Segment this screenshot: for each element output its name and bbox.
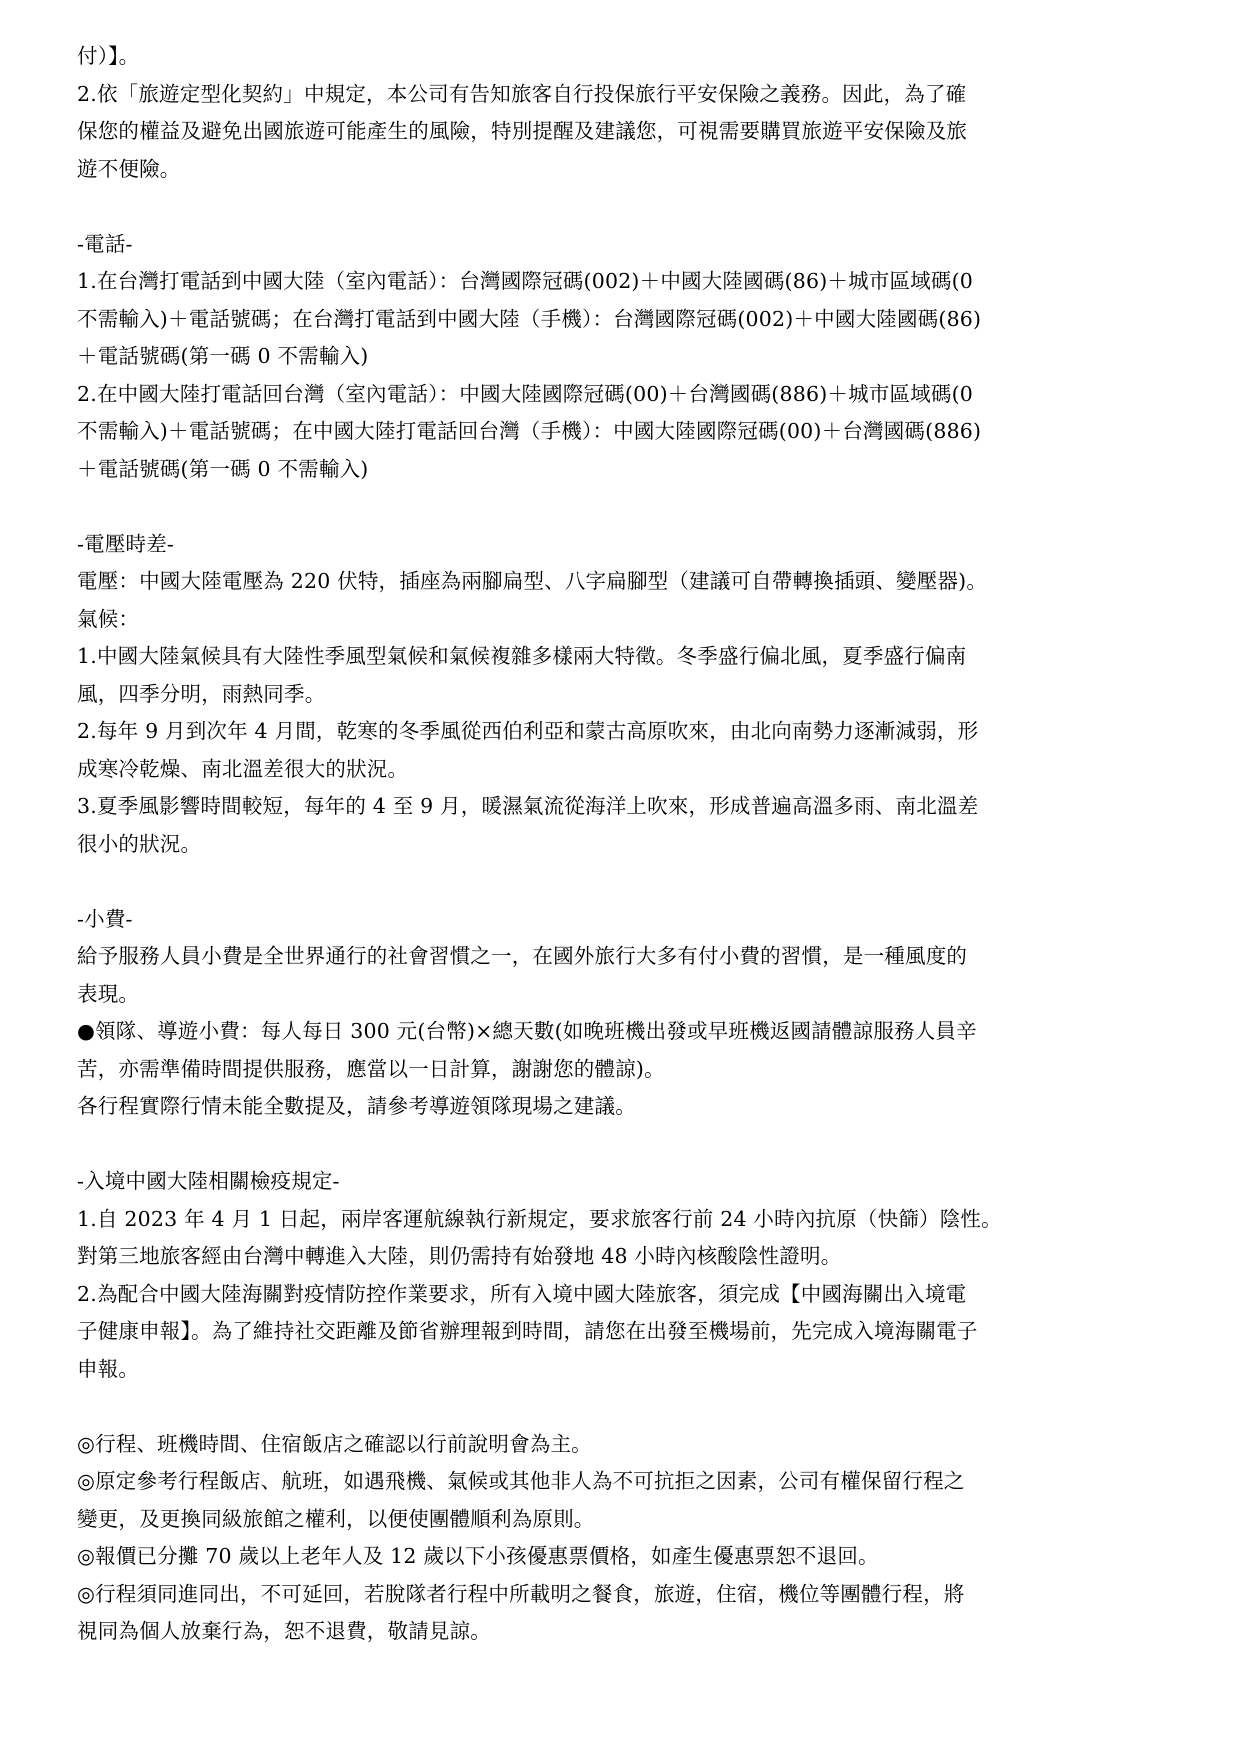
section-heading-phone: -電話- xyxy=(77,231,133,256)
quarantine-item-2-line-1: 2.為配合中國大陸海關對疫情防控作業要求，所有入境中國大陸旅客，須完成【中國海關出入境電 xyxy=(77,1281,967,1306)
insurance-note-line-3: 遊不便險。 xyxy=(77,156,181,181)
phone-item-1-line-1: 1.在台灣打電話到中國大陸（室內電話）：台灣國際冠碼(002)＋中國大陸國碼(86)＋城市區域碼(0 xyxy=(77,269,974,293)
notice-4-line-1: ◎行程須同進同出，不可延回，若脫隊者行程中所載明之餐食，旅遊，住宿，機位等團體行程，將 xyxy=(77,1581,965,1606)
section-heading-voltage: -電壓時差- xyxy=(77,531,175,556)
notice-1-line: ◎行程、班機時間、住宿飯店之確認以行前說明會為主。 xyxy=(77,1431,592,1456)
tips-guide-line-2: 苦，亦需準備時間提供服務，應當以一日計算，謝謝您的體諒)。 xyxy=(77,1056,665,1081)
quarantine-item-1-line-1: 1.自 2023 年 4 月 1 日起，兩岸客運航線執行新規定，要求旅客行前 24 小時內抗原（快篩）陰性。 xyxy=(77,1206,1002,1231)
insurance-note-line-2: 保您的權益及避免出國旅遊可能產生的風險，特別提醒及建議您，可視需要購買旅遊平安保險及旅 xyxy=(77,119,968,143)
notice-2-line-2: 變更，及更換同級旅館之權利，以便使團體順利為原則。 xyxy=(77,1506,595,1531)
section-spacer xyxy=(77,488,1171,526)
climate-item-3-line-2: 很小的狀況。 xyxy=(77,831,202,856)
section-heading-quarantine: -入境中國大陸相關檢疫規定- xyxy=(77,1169,340,1193)
phone-item-1-line-3: ＋電話號碼(第一碼 0 不需輸入) xyxy=(77,344,369,368)
quarantine-item-1-line-2: 對第三地旅客經由台灣中轉進入大陸，則仍需持有始發地 48 小時內核酸陰性證明。 xyxy=(77,1244,842,1268)
climate-item-3-line-1: 3.夏季風影響時間較短，每年的 4 至 9 月，暖濕氣流從海洋上吹來，形成普遍高溫多雨、南北溫差 xyxy=(77,794,979,818)
section-spacer xyxy=(77,188,1171,226)
climate-item-1-line-2: 風，四季分明，雨熱同季。 xyxy=(77,681,326,706)
notice-2-line-1: ◎原定參考行程飯店、航班，如遇飛機、氣候或其他非人為不可抗拒之因素，公司有權保留行程之 xyxy=(77,1469,965,1493)
climate-item-1-line-1: 1.中國大陸氣候具有大陸性季風型氣候和氣候複雜多樣兩大特徵。冬季盛行偏北風，夏季盛行偏南 xyxy=(77,644,967,668)
insurance-note-line-1: 2.依「旅遊定型化契約」中規定，本公司有告知旅客自行投保旅行平安保險之義務。因此，為了確 xyxy=(77,81,967,106)
payment-note-end: 付）】。 xyxy=(77,44,140,68)
tips-intro-line-2: 表現。 xyxy=(77,981,140,1006)
section-spacer xyxy=(77,1126,1171,1164)
quarantine-item-2-line-2: 子健康申報】。為了維持社交距離及節省辦理報到時間，請您在出發至機場前，先完成入境海關電子 xyxy=(77,1319,978,1343)
tips-guide-line-1: ●領隊、導遊小費：每人每日 300 元(台幣)×總天數(如晚班機出發或早班機返國請體諒服務人員辛 xyxy=(77,1019,977,1043)
climate-item-2-line-2: 成寒冷乾燥、南北溫差很大的狀況。 xyxy=(77,756,409,781)
tips-intro-line-1: 給予服務人員小費是全世界通行的社會習慣之一，在國外旅行大多有付小費的習慣，是一種風度的 xyxy=(77,944,968,968)
phone-item-2-line-1: 2.在中國大陸打電話回台灣（室內電話）：中國大陸國際冠碼(00)＋台灣國碼(886)＋城市區域碼(0 xyxy=(77,381,974,406)
notice-3-line: ◎報價已分攤 70 歲以上老年人及 12 歲以下小孩優惠票價格，如產生優惠票恕不退回。 xyxy=(77,1544,879,1568)
phone-item-1-line-2: 不需輸入)＋電話號碼；在台灣打電話到中國大陸（手機）：台灣國際冠碼(002)＋中國大陸國碼(86) xyxy=(77,306,982,331)
tips-note-line: 各行程實際行情未能全數提及，請參考導遊領隊現場之建議。 xyxy=(77,1094,636,1118)
climate-item-2-line-1: 2.每年 9 月到次年 4 月間，乾寒的冬季風從西伯利亞和蒙古高原吹來，由北向南勢力逐漸減弱，形 xyxy=(77,719,979,743)
notice-4-line-2: 視同為個人放棄行為，恕不退費，敬請見諒。 xyxy=(77,1619,491,1643)
phone-item-2-line-3: ＋電話號碼(第一碼 0 不需輸入) xyxy=(77,456,369,481)
section-spacer xyxy=(77,863,1171,901)
section-spacer xyxy=(77,1388,1171,1426)
climate-label: 氣候： xyxy=(77,606,140,631)
phone-item-2-line-2: 不需輸入)＋電話號碼；在中國大陸打電話回台灣（手機）：中國大陸國際冠碼(00)＋台灣國碼(886) xyxy=(77,419,982,443)
voltage-line: 電壓：中國大陸電壓為 220 伏特，插座為兩腳扁型、八字扁腳型（建議可自帶轉換插頭、變壓器)。 xyxy=(77,569,988,593)
quarantine-item-2-line-3: 申報。 xyxy=(77,1356,140,1381)
section-heading-tips: -小費- xyxy=(77,906,133,931)
